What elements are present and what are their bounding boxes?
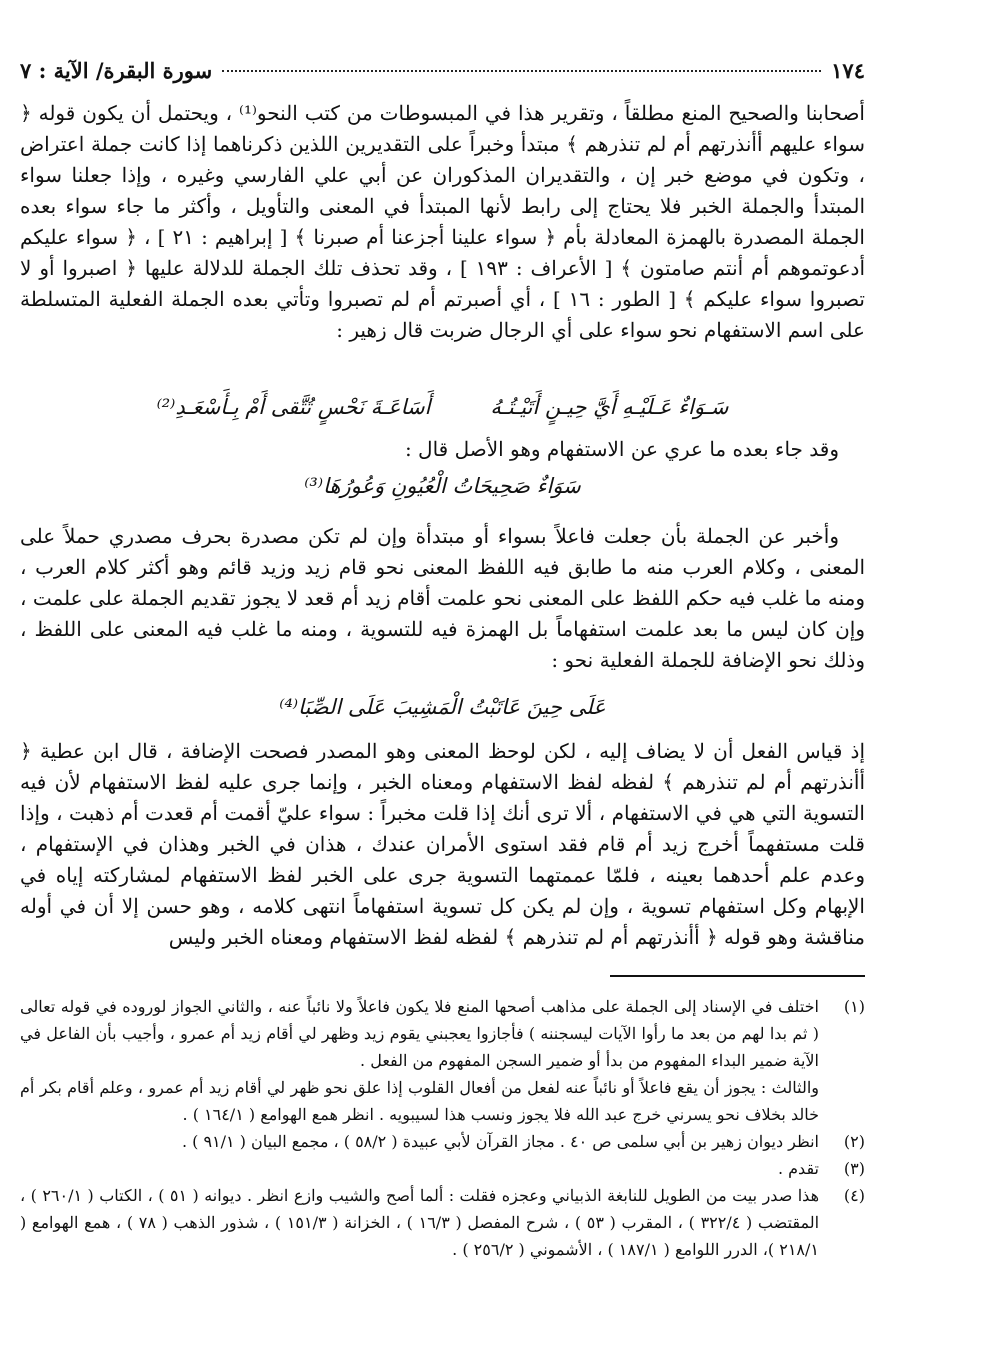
verse-line-3: عَلَى حِينَ عَاتَبْتُ الْمَشِيبَ عَلَى الصِّبَا⁽⁴⁾ (279, 695, 606, 719)
footnote-number: (١) (843, 997, 865, 1016)
paragraph-3: وأخبر عن الجملة بأن جعلت فاعلاً بسواء أو مبتدأة وإن لم تكن مصدرة بحرف مصدري حملاً على المعنى ، وكلام العرب منه ما طابق فيه اللفظ المعنى نحو قام زيد وزيد قائم وهو أكثر كلام العرب ، ومنه ما غلب فيه حكم اللفظ على المعنى نحو علمت أقام زيد أم قعد لا يجوز تقديم الجملة على علمت ، وإن كان ليس ما بعد علمت استفهاماً بل الهمزة فيه للتسوية ، ومنه ما غلب فيه المعنى على اللفظ ، وذلك نحو الإضافة للجملة الفعلية نحو : (20, 524, 865, 672)
footnote-text: هذا صدر بيت من الطويل للنابغة الذبياني وعجزه فقلت : ألما أصح والشيب وازع انظر . ديوانه ( ٥١ ) ، الكتاب ( ٢٦٠/١ ) ، المقتضب ( ٣٢٢/٤ ) ، المقرب ( ٥٣ ) ، شرح المفصل ( ١٦/٣ ) ، الخزانة ( ١٥١/٣ ) ، شذور الذهب ( ٧٨ ) ، همع الهوامع ( ٢١٨/١ )، الدرر اللوامع ( ١٨٧/١ ) ، الأشموني ( ٢٥٦/٢ ) . (20, 1186, 820, 1259)
book-page (20, 58, 865, 1263)
footnote-2 (20, 1128, 865, 1155)
footnote-text: انظر ديوان زهير بن أبي سلمى ص ٤٠ . مجاز القرآن لأبي عبيدة ( ٥٨/٢ ) ، مجمع البيان ( ٩١/١ ) . (181, 1132, 819, 1151)
page-number: ١٧٤ (831, 58, 865, 83)
verse-line-2: سَوَاءٌ صَحِيحَاتُ الْعُيُونِ وَعُورُهَا⁽³⁾ (304, 474, 581, 498)
footnote-number: (٣) (843, 1159, 865, 1178)
footnote-number: (٤) (843, 1186, 865, 1205)
footnote-3 (20, 1155, 865, 1182)
footnotes (20, 993, 865, 1263)
footnote-1-continuation: والثالث : يجوز أن يقع فاعلاً أو نائباً عنه لفعل من أفعال القلوب إذا علق نحو ظهر لي أقام زيد أم عمرو ، وعلم أقام بكر أم خالد بخلاف نحو يسرني خرج عبد الله فلا يجوز ونسب هذا لسيبويه . انظر همع الهوامع ( ١٦٤/١ ) . (20, 1078, 819, 1124)
dotted-leader (222, 70, 821, 72)
verse-hemistich-2: أَسَاعَـةَ نَحْسٍ تُتَّقى أَمْ بِـأَسْعَـدِ⁽²⁾ (156, 395, 431, 419)
paragraph-2: وقد جاء بعده ما عري عن الاستفهام وهو الأصل قال : (404, 437, 839, 461)
footnote-4 (20, 1182, 865, 1263)
footnote-text: تقدم . (777, 1159, 819, 1178)
main-text (20, 98, 865, 953)
paragraph-4: إذ قياس الفعل أن لا يضاف إليه ، لكن لوحظ المعنى وهو المصدر فصحت الإضافة ، قال ابن عطية ﴿ أأنذرتهم أم لم تنذرهم ﴾ لفظه لفظ الاستفهام ومعناه الخبر ، وإنما جرى عليه لفظ الاستفهام لأن فيه التسوية التي هي في الاستفهام ، ألا ترى أنك إذا قلت مخبراً : سواء عليّ أقمت أم قعدت أم ذهبت ، وإذا قلت مستفهماً أخرج زيد أم قام فقد استوى الأمران عندك ، هذان في الخبر وهذان في الإستفهام ، وعدم علم أحدهما بعينه ، فلمّا عممتهما التسوية جرى على الخبر لفظ الاستفهام لمشاركته إياه في الإبهام وكل استفهام تسوية ، وإن لم يكن كل تسوية استفهاماً انتهى كلامه ، وهو حسن إلا أن في أوله مناقشة وهو قوله ﴿ أأنذرتهم أم لم تنذرهم ﴾ لفظه لفظ الاستفهام ومعناه الخبر وليس (20, 739, 865, 949)
footnote-text: اختلف في الإسناد إلى الجملة على مذاهب أصحها المنع فلا يكون فاعلاً ولا نائباً عنه ، والثاني الجواز لوروده في قوله تعالى ( ثم بدا لهم من بعد ما رأوا الآيات ليسجننه ) فأجازوا يعجبني يقوم زيد وظهر لي أقام زيد أم عمرو ، وأجيب بأن الفاعل في الآية ضمير البداء المفهوم من بدأ أو ضمير السجن المفهوم من الفعل . (20, 997, 820, 1070)
verse-hemistich-1: سَـوَاءٌ عَـلَيْـهِ أَيَّ حِيـنٍ أَتَيْـتُـهُ (490, 395, 729, 419)
verse-couplet (20, 390, 865, 424)
running-header (20, 58, 865, 98)
footnote-separator (610, 975, 865, 977)
footnote-number: (٢) (843, 1132, 865, 1151)
chapter-title: سورة البقرة/ الآية : ٧ (20, 58, 213, 83)
footnote-1 (20, 993, 865, 1074)
paragraph-1: أصحابنا والصحيح المنع مطلقاً ، وتقرير هذا في المبسوطات من كتب النحو⁽¹⁾ ، ويحتمل أن يكون قوله ﴿ سواء عليهم أأنذرتهم أم لم تنذرهم ﴾ مبتدأ وخبراً على التقديرين اللذين ذكرناهما إذا كانت جملة اعتراض ، وتكون في موضع خبر إن ، والتقديران المذكوران عن أبي علي الفارسي وغيره ، وإذا جعلنا سواء المبتدأ والجملة الخبر فلا يحتاج إلى رابط لأنها المبتدأ في المعنى والتأويل ، وأكثر ما جاء سواء بعده الجملة المصدرة بالهمزة المعادلة بأم ﴿ سواء علينا أجزعنا أم صبرنا ﴾ [ إبراهيم : ٢١ ] ، ﴿ سواء عليكم أدعوتموهم أم أنتم صامتون ﴾ [ الأعراف : ١٩٣ ] ، وقد تحذف تلك الجملة للدلالة عليها ﴿ اصبروا أو لا تصبروا سواء عليكم ﴾ [ الطور : ١٦ ] ، أي أصبرتم أم لم تصبروا وتأتي بعده الجملة الفعلية المتسلطة على اسم الاستفهام نحو سواء على أي الرجال ضربت قال زهير : (20, 101, 866, 342)
